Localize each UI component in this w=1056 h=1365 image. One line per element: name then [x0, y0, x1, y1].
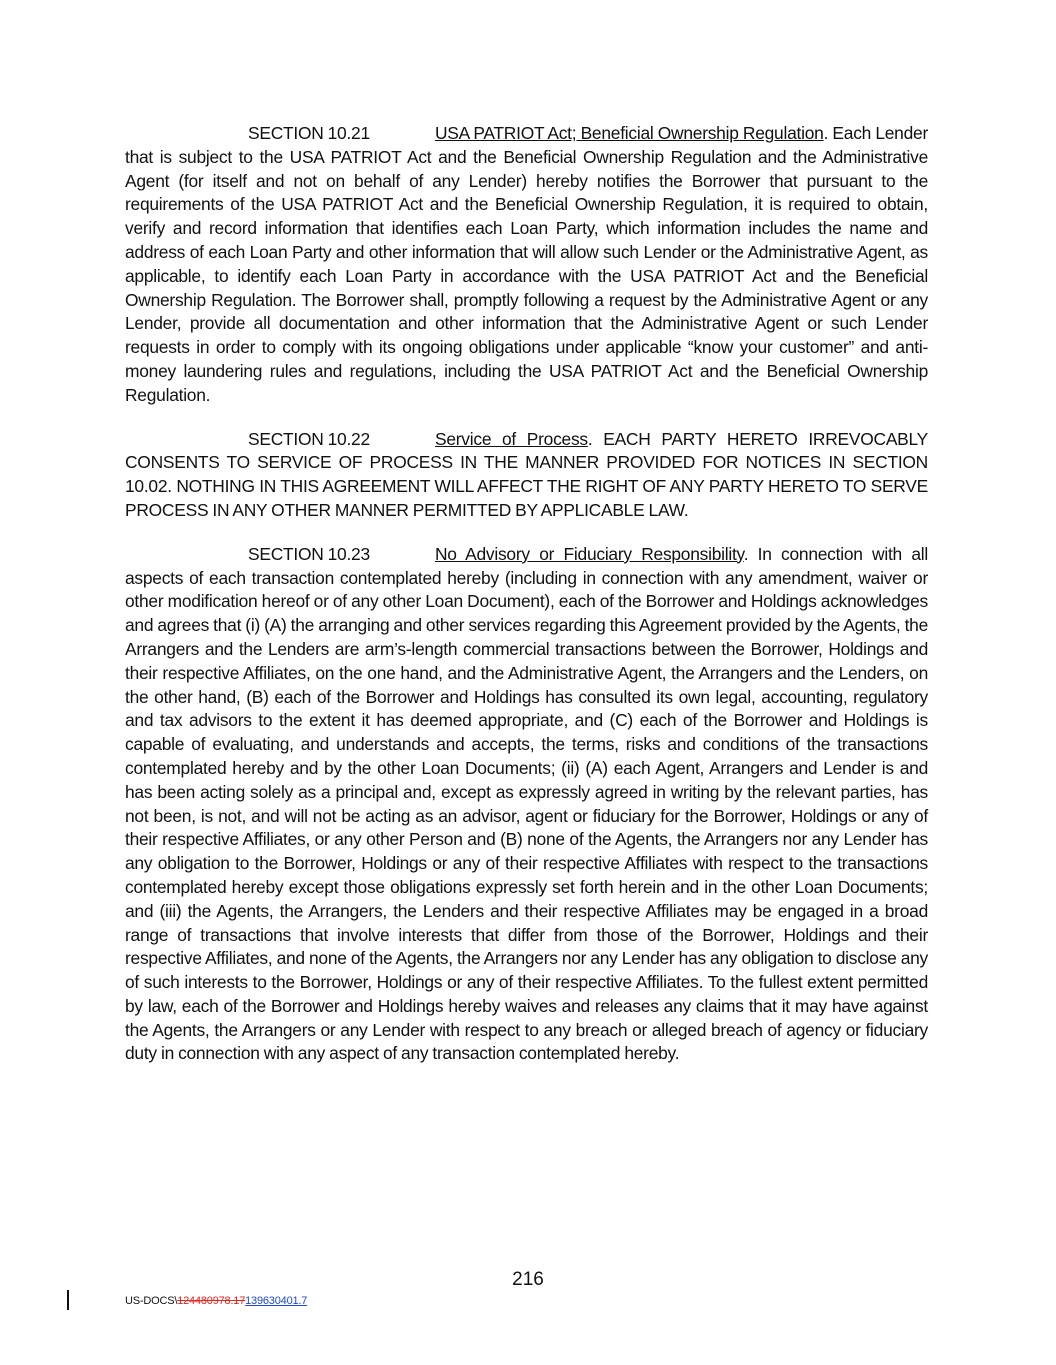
- section-10-23: [125, 543, 928, 1067]
- section-10-22: [125, 428, 928, 523]
- section-title: No Advisory or Fiduciary Responsibility: [435, 543, 744, 564]
- section-text: . In connection with all aspects of each transaction contemplated hereby (including in connection with any amendment, waiver or other modification hereof or of any other Loan Document), each of the Borrower and Holdings acknowledges and agrees that (i) (A) the arranging and other services regarding this Agreement provided by the Agents, the Arrangers and the Lenders are arm’s-length commercial transactions between the Borrower, Holdings and their respective Affiliates, on the one hand, and the Administrative Agent, the Arrangers and the Lenders, on the other hand, (B) each of the Borrower and Holdings has consulted its own legal, accounting, regulatory and tax advisors to the extent it has deemed appropriate, and (C) each of the Borrower and Holdings is capable of evaluating, and understands and accepts, the terms, risks and conditions of the transactions contemplated hereby and by the other Loan Documents; (ii) (A) each Agent, Arrangers and Lender is and has been acting solely as a principal and, except as expressly agreed in writing by the relevant parties, has not been, is not, and will not be acting as an advisor, agent or fiduciary for the Borrower, Holdings or any of their respective Affiliates, or any other Person and (B) none of the Agents, the Arrangers nor any Lender has any obligation to the Borrower, Holdings or any of their respective Affiliates with respect to the transactions contemplated hereby except those obligations expressly set forth herein and in the other Loan Documents; and (iii) the Agents, the Arrangers, the Lenders and their respective Affiliates may be engaged in a broad range of transactions that involve interests that differ from those of the Borrower, Holdings and their respective Affiliates, and none of the Agents, the Arrangers nor any Lender has any obligation to disclose any of such interests to the Borrower, Holdings or any of their respective Affiliates. To the fullest extent permitted by law, each of the Borrower and Holdings hereby waives and releases any claims that it may have against the Agents, the Arrangers or any Lender with respect to any breach or alleged breach of agency or fiduciary duty in connection with any aspect of any transaction contemplated hereby.: [125, 543, 928, 1064]
- section-text: . Each Lender that is subject to the USA PATRIOT Act and the Beneficial Ownership Regulation and the Administrative Agent (for itself and not on behalf of any Lender) hereby notifies the Borrower that pursuant to the requirements of the USA PATRIOT Act and the Beneficial Ownership Regulation, it is required to obtain, verify and record information that identifies each Loan Party, which information includes the name and address of each Loan Party and other information that will allow such Lender or the Administrative Agent, as applicable, to identify each Loan Party in accordance with the USA PATRIOT Act and the Beneficial Ownership Regulation. The Borrower shall, promptly following a request by the Administrative Agent or any Lender, provide all documentation and other information that the Administrative Agent or such Lender requests in order to comply with its ongoing obligations under applicable “know your customer” and anti-money laundering rules and regulations, including the USA PATRIOT Act and the Beneficial Ownership Regulation.: [125, 123, 928, 405]
- section-title: USA PATRIOT Act; Beneficial Ownership Regulation: [435, 123, 824, 143]
- section-number: SECTION 10.22: [248, 428, 370, 449]
- revision-change-bar: [67, 1290, 69, 1310]
- section-text: . EACH PARTY HERETO IRREVOCABLY CONSENTS TO SERVICE OF PROCESS IN THE MANNER PROVIDED FOR NOTICES IN SECTION 10.02. NOTHING IN THIS AGREEMENT WILL AFFECT THE RIGHT OF ANY PARTY HERETO TO SERVE PROCESS IN ANY OTHER MANNER PERMITTED BY APPLICABLE LAW.: [125, 428, 928, 520]
- section-title: Service of Process: [435, 428, 588, 449]
- document-body: [125, 122, 928, 1086]
- doc-id-deleted-revision: 124480978.17: [177, 1295, 246, 1307]
- doc-id-prefix: US-DOCS\: [125, 1295, 178, 1307]
- section-number: SECTION 10.23: [248, 543, 370, 564]
- section-number: SECTION 10.21: [248, 123, 370, 143]
- doc-id-inserted-revision: 139630401.7: [245, 1295, 308, 1307]
- page-number: 216: [512, 1269, 544, 1290]
- section-10-21: [125, 122, 928, 408]
- document-id-footer: [125, 1294, 307, 1308]
